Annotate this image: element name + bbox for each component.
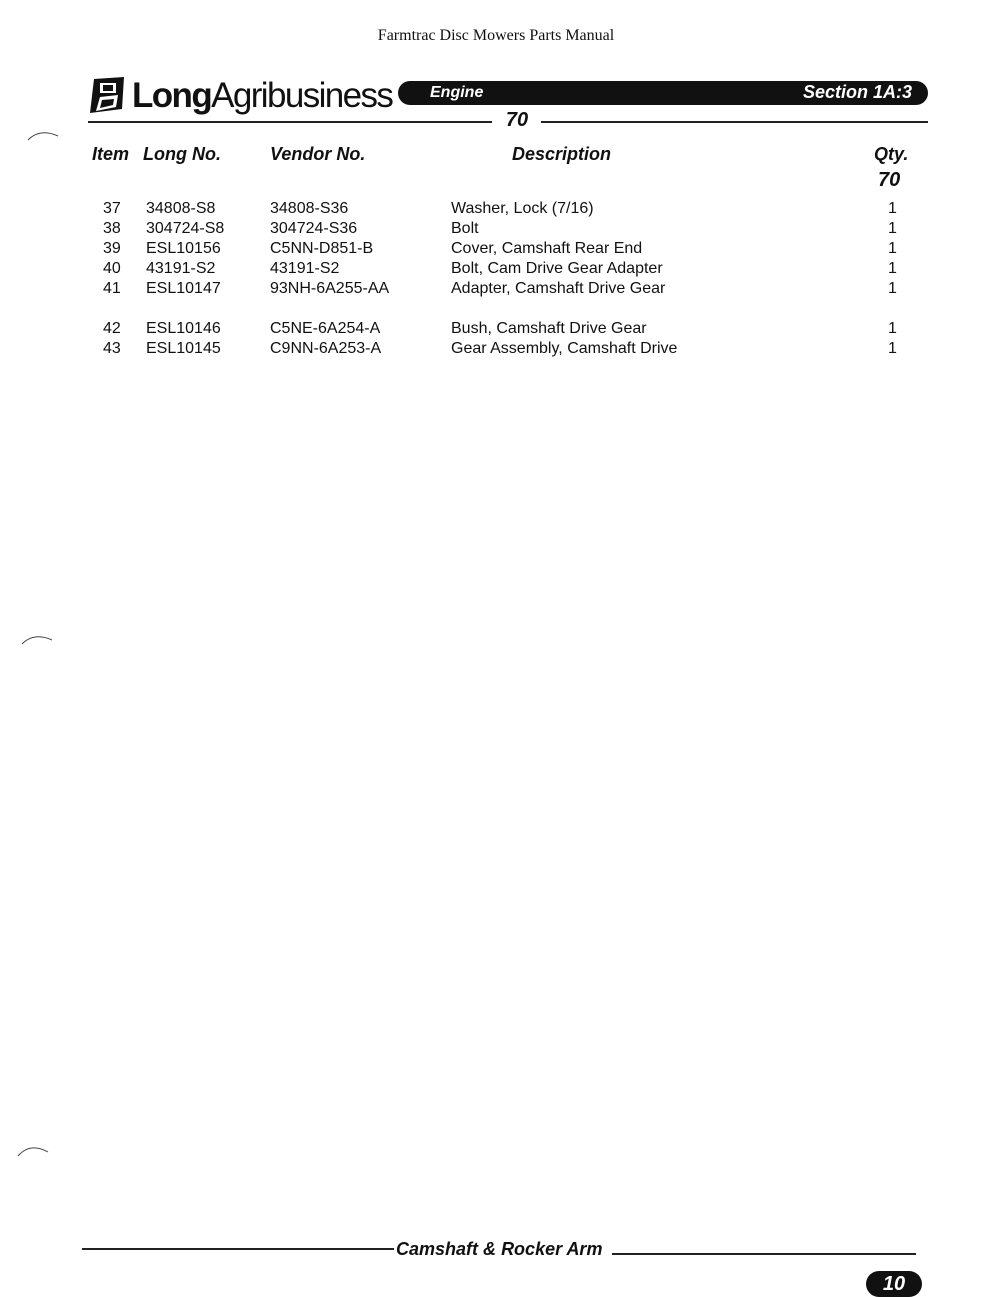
footer-title-arm: Arm bbox=[566, 1239, 603, 1259]
table-row bbox=[0, 280, 992, 300]
long-number: ESL10145 bbox=[146, 340, 221, 357]
part-quantity: 1 bbox=[888, 200, 897, 217]
document-title: Farmtrac Disc Mowers Parts Manual bbox=[377, 27, 615, 44]
vendor-number: 93NH-6A255-AA bbox=[270, 280, 390, 297]
long-number: ESL10156 bbox=[146, 240, 221, 257]
item-number: 40 bbox=[103, 260, 121, 277]
table-row bbox=[0, 240, 992, 260]
part-description: Washer, Lock (7/16) bbox=[451, 200, 594, 217]
part-description: Adapter, Camshaft Drive Gear bbox=[451, 280, 666, 297]
column-header-description: Description bbox=[512, 144, 612, 164]
part-quantity: 1 bbox=[888, 340, 897, 357]
section-banner bbox=[398, 81, 928, 105]
column-header-qty-model: 70 bbox=[878, 169, 901, 191]
vendor-number: C5NN-D851-B bbox=[270, 240, 374, 257]
page-number-badge: 10 bbox=[866, 1271, 922, 1297]
footer-rule-right bbox=[612, 1253, 916, 1255]
item-number: 38 bbox=[103, 220, 121, 237]
part-quantity: 1 bbox=[888, 220, 897, 237]
logo-mark-icon bbox=[88, 75, 128, 115]
table-row bbox=[0, 260, 992, 280]
binder-hole-mark-icon bbox=[16, 1142, 52, 1158]
part-description: Bush, Camshaft Drive Gear bbox=[451, 320, 647, 337]
vendor-number: C5NE-6A254-A bbox=[270, 320, 381, 337]
binder-hole-mark-icon bbox=[26, 128, 62, 142]
column-header-long-no: Long No. bbox=[143, 144, 221, 164]
footer-rule-left bbox=[82, 1248, 394, 1250]
part-description: Gear Assembly, Camshaft Drive bbox=[451, 340, 678, 357]
table-row bbox=[0, 340, 992, 360]
footer-title-ampersand: & bbox=[483, 1239, 497, 1259]
table-row bbox=[0, 220, 992, 240]
long-number: ESL10147 bbox=[146, 280, 221, 297]
binder-hole-mark-icon bbox=[20, 632, 56, 646]
footer-title-camshaft: Camshaft bbox=[396, 1239, 479, 1259]
brand-logo bbox=[88, 74, 392, 116]
item-number: 39 bbox=[103, 240, 121, 257]
column-header-vendor-no: Vendor No. bbox=[270, 144, 366, 164]
part-description: Bolt bbox=[451, 220, 479, 237]
footer-section-title bbox=[396, 1239, 602, 1260]
brand-rest: Agribusiness bbox=[211, 75, 393, 115]
vendor-number: 43191-S2 bbox=[270, 260, 340, 277]
item-number: 37 bbox=[103, 200, 121, 217]
item-number: 43 bbox=[103, 340, 121, 357]
brand-long: Long bbox=[132, 75, 212, 115]
column-header-item: Item bbox=[92, 144, 130, 164]
item-number: 41 bbox=[103, 280, 121, 297]
long-number: 304724-S8 bbox=[146, 220, 225, 237]
part-description: Cover, Camshaft Rear End bbox=[451, 240, 643, 257]
item-number: 42 bbox=[103, 320, 121, 337]
long-number: ESL10146 bbox=[146, 320, 221, 337]
column-header-qty: Qty. bbox=[874, 144, 909, 164]
banner-engine-label: Engine bbox=[430, 84, 484, 101]
header-model-number: 70 bbox=[505, 109, 529, 131]
part-quantity: 1 bbox=[888, 320, 897, 337]
part-quantity: 1 bbox=[888, 260, 897, 277]
table-row bbox=[0, 200, 992, 220]
vendor-number: C9NN-6A253-A bbox=[270, 340, 382, 357]
header-rule-left bbox=[88, 121, 492, 123]
long-number: 43191-S2 bbox=[146, 260, 216, 277]
header-rule-right bbox=[541, 121, 928, 123]
vendor-number: 34808-S36 bbox=[270, 200, 349, 217]
long-number: 34808-S8 bbox=[146, 200, 216, 217]
vendor-number: 304724-S36 bbox=[270, 220, 358, 237]
table-row bbox=[0, 320, 992, 340]
part-description: Bolt, Cam Drive Gear Adapter bbox=[451, 260, 663, 277]
part-quantity: 1 bbox=[888, 240, 897, 257]
banner-section-label: Section 1A:3 bbox=[802, 82, 912, 102]
part-quantity: 1 bbox=[888, 280, 897, 297]
footer-title-rocker: Rocker bbox=[501, 1239, 563, 1259]
